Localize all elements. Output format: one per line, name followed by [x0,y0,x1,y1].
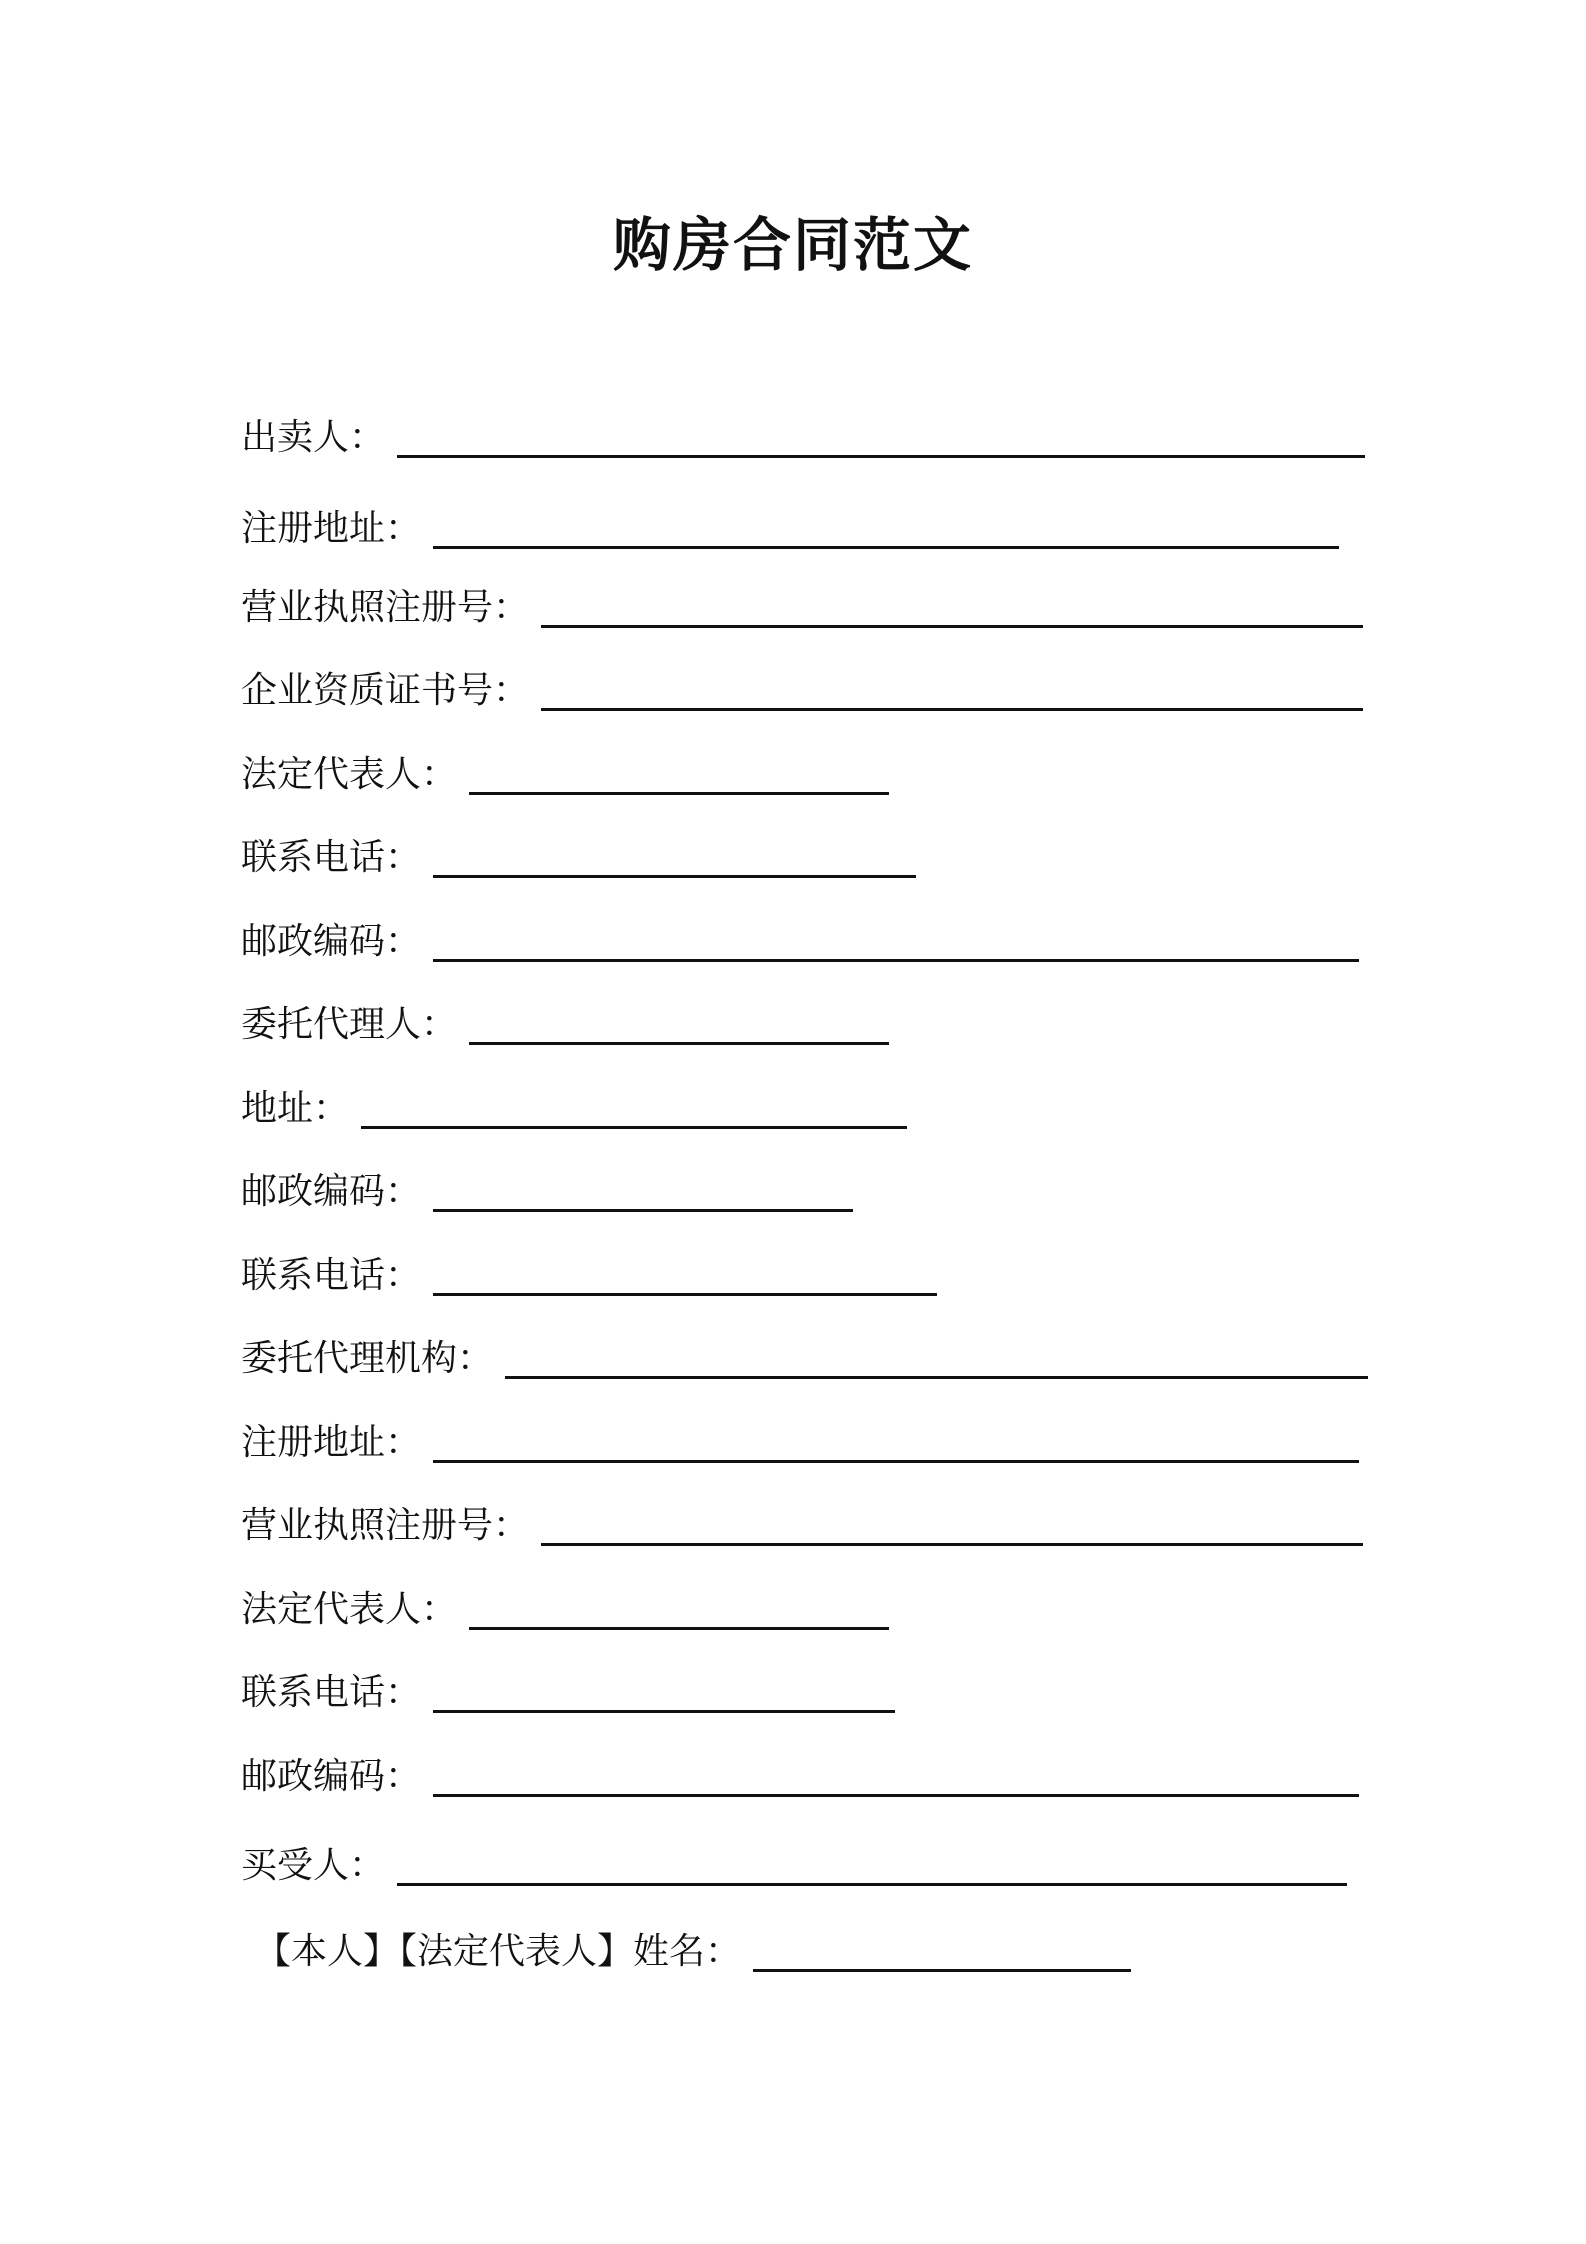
document-title: 购房合同范文 [612,211,973,279]
field-postal-code [241,1747,1359,1803]
field-legal-representative [241,1580,889,1636]
fill-blank-line[interactable] [361,1125,907,1129]
field-label: 联系电话： [241,1672,422,1713]
field-label: 注册地址： [241,508,422,549]
fill-blank-line[interactable] [433,874,916,878]
field-postal-code [241,1162,853,1218]
field-legal-representative [241,745,889,801]
field-label: 委托代理人： [241,1004,458,1045]
field-registered-address [241,499,1339,555]
field-label: 地址： [241,1088,350,1129]
field-label: 法定代表人： [241,1589,458,1630]
fill-blank-line[interactable] [397,1882,1347,1886]
field-postal-code [241,912,1359,968]
field-label: 邮政编码： [241,1756,422,1797]
field-label: 营业执照注册号： [241,1505,530,1546]
fill-blank-line[interactable] [469,1626,889,1630]
fill-blank-line[interactable] [469,1041,889,1045]
fill-blank-line[interactable] [433,1208,853,1212]
fill-blank-line[interactable] [433,1459,1359,1463]
field-phone [241,828,916,884]
fill-blank-line[interactable] [433,1793,1359,1797]
field-label: 邮政编码： [241,921,422,962]
field-agency [241,1329,1368,1385]
fill-blank-line[interactable] [541,707,1363,711]
fill-blank-line[interactable] [397,454,1365,458]
field-qualification-cert-no [241,661,1363,717]
field-buyer [241,1836,1347,1892]
field-phone [241,1663,895,1719]
field-address [241,1079,907,1135]
field-seller [241,408,1365,464]
field-label: 联系电话： [241,837,422,878]
field-label: 委托代理机构： [241,1338,494,1379]
fill-blank-line[interactable] [433,1292,937,1296]
field-buyer-name [241,1922,1131,1978]
field-authorized-agent [241,995,889,1051]
field-label: 营业执照注册号： [241,587,530,628]
field-label: 联系电话： [241,1255,422,1296]
field-label: 企业资质证书号： [241,670,530,711]
field-label: 出卖人： [241,417,386,458]
field-label: 注册地址： [241,1422,422,1463]
field-label: 法定代表人： [241,754,458,795]
fill-blank-line[interactable] [541,1542,1363,1546]
field-label: 邮政编码： [241,1171,422,1212]
fill-blank-line[interactable] [433,545,1339,549]
field-business-license-no [241,578,1363,634]
field-registered-address [241,1413,1359,1469]
fill-blank-line[interactable] [505,1375,1368,1379]
fill-blank-line[interactable] [541,624,1363,628]
field-business-license-no [241,1496,1363,1552]
fill-blank-line[interactable] [469,791,889,795]
fill-blank-line[interactable] [433,1709,895,1713]
field-phone [241,1246,937,1302]
field-label: 【本人】【法定代表人】姓名： [255,1931,742,1972]
field-label: 买受人： [241,1845,386,1886]
fill-blank-line[interactable] [433,958,1359,962]
fill-blank-line[interactable] [753,1968,1131,1972]
